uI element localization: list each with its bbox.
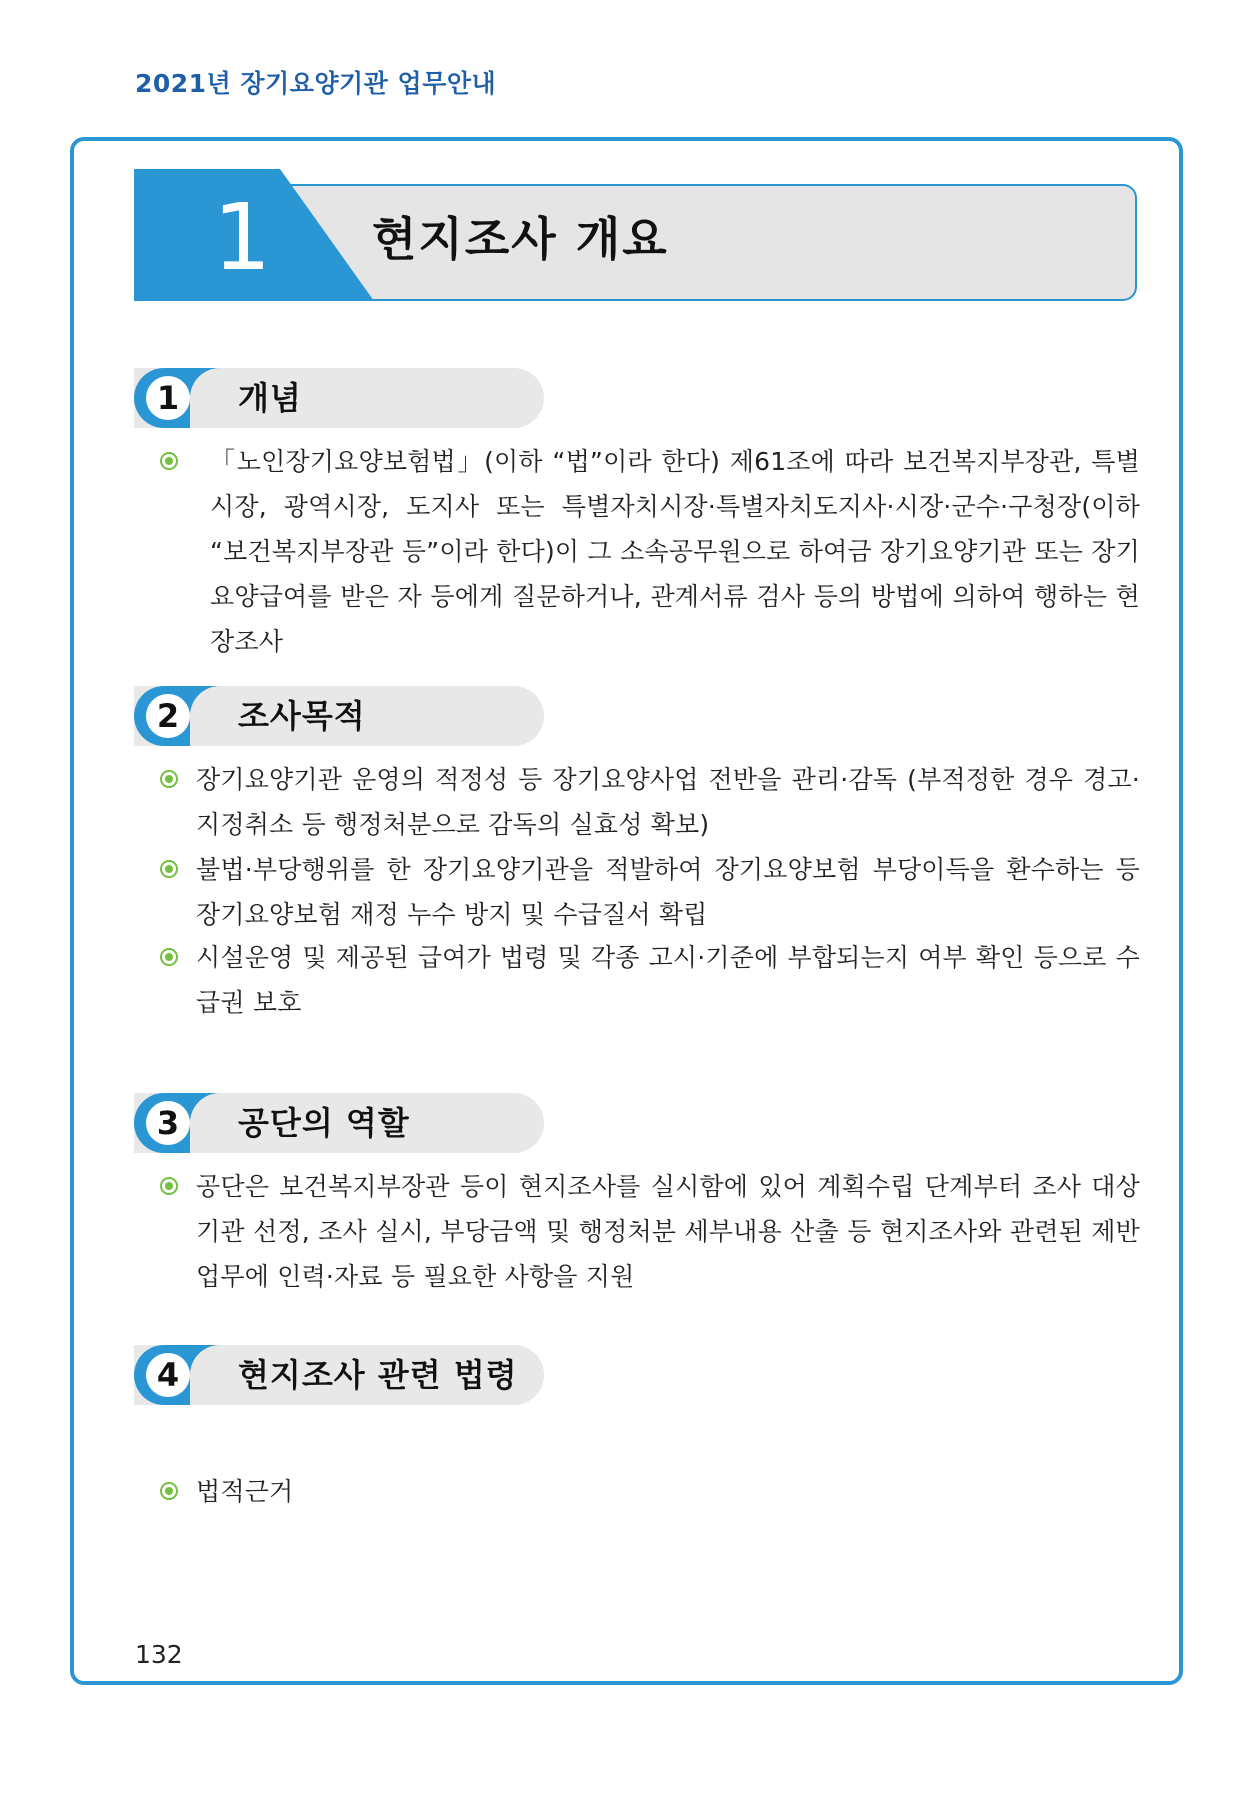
- section-heading-4: [134, 1345, 544, 1405]
- chapter-title: 현지조사 개요: [372, 212, 669, 266]
- bullet-icon: [160, 770, 178, 788]
- section-heading-2: [134, 686, 544, 746]
- chapter-number: 1: [212, 184, 272, 291]
- section-title: 조사목적: [238, 697, 366, 735]
- bullet-icon: [160, 860, 178, 878]
- bullet-text: 불법·부당행위를 한 장기요양기관을 적발하여 장기요양보험 부당이득을 환수하는 등 장기요양보험 재정 누수 방지 및 수급질서 확립: [196, 855, 1140, 929]
- bullet-item: [160, 935, 1140, 1025]
- bullet-item: [160, 757, 1140, 847]
- bullet-text: 법적근거: [196, 1477, 294, 1506]
- bullet-icon: [160, 1177, 178, 1195]
- page-number: 132: [135, 1640, 183, 1669]
- bullet-text: 「노인장기요양보험법」(이하 “법”이라 한다) 제61조에 따라 보건복지부장관, 특별시장, 광역시장, 도지사 또는 특별자치시장·특별자치도지사·시장·군수·구청장(이하 “보건복지부장관 등”이라 한다)이 그 소속공무원으로 하여금 장기요양기관 또는 장기요양급여를 받은 자 등에게 질문하거나, 관계서류 검사 등의 방법에 의하여 행하는 현장조사: [210, 447, 1140, 656]
- section-title: 개념: [238, 379, 302, 417]
- bullet-text: 공단은 보건복지부장관 등이 현지조사를 실시함에 있어 계획수립 단계부터 조사 대상기관 선정, 조사 실시, 부당금액 및 행정처분 세부내용 산출 등 현지조사와 관련된 제반업무에 인력·자료 등 필요한 사항을 지원: [196, 1172, 1140, 1291]
- bullet-text: 시설운영 및 제공된 급여가 법령 및 각종 고시·기준에 부합되는지 여부 확인 등으로 수급권 보호: [196, 943, 1140, 1017]
- bullet-text: 장기요양기관 운영의 적정성 등 장기요양사업 전반을 관리·감독 (부적정한 경우 경고·지정취소 등 행정처분으로 감독의 실효성 확보): [196, 765, 1140, 839]
- bullet-icon: [160, 1482, 178, 1500]
- bullet-item: [160, 1164, 1140, 1299]
- bullet-item: [160, 1469, 1140, 1514]
- running-head: 2021년 장기요양기관 업무안내: [135, 69, 497, 98]
- bullet-item: [160, 847, 1140, 937]
- section-number: 3: [146, 1101, 190, 1145]
- bullet-icon: [160, 452, 178, 470]
- section-title: 공단의 역할: [238, 1104, 410, 1142]
- section-number: 2: [146, 694, 190, 738]
- section-number: 1: [146, 376, 190, 420]
- section-title: 현지조사 관련 법령: [238, 1356, 518, 1394]
- section-heading-1: [134, 368, 544, 428]
- bullet-item: [160, 439, 1140, 664]
- section-number: 4: [146, 1353, 190, 1397]
- bullet-icon: [160, 948, 178, 966]
- section-heading-3: [134, 1093, 544, 1153]
- chapter-banner: [134, 169, 1137, 303]
